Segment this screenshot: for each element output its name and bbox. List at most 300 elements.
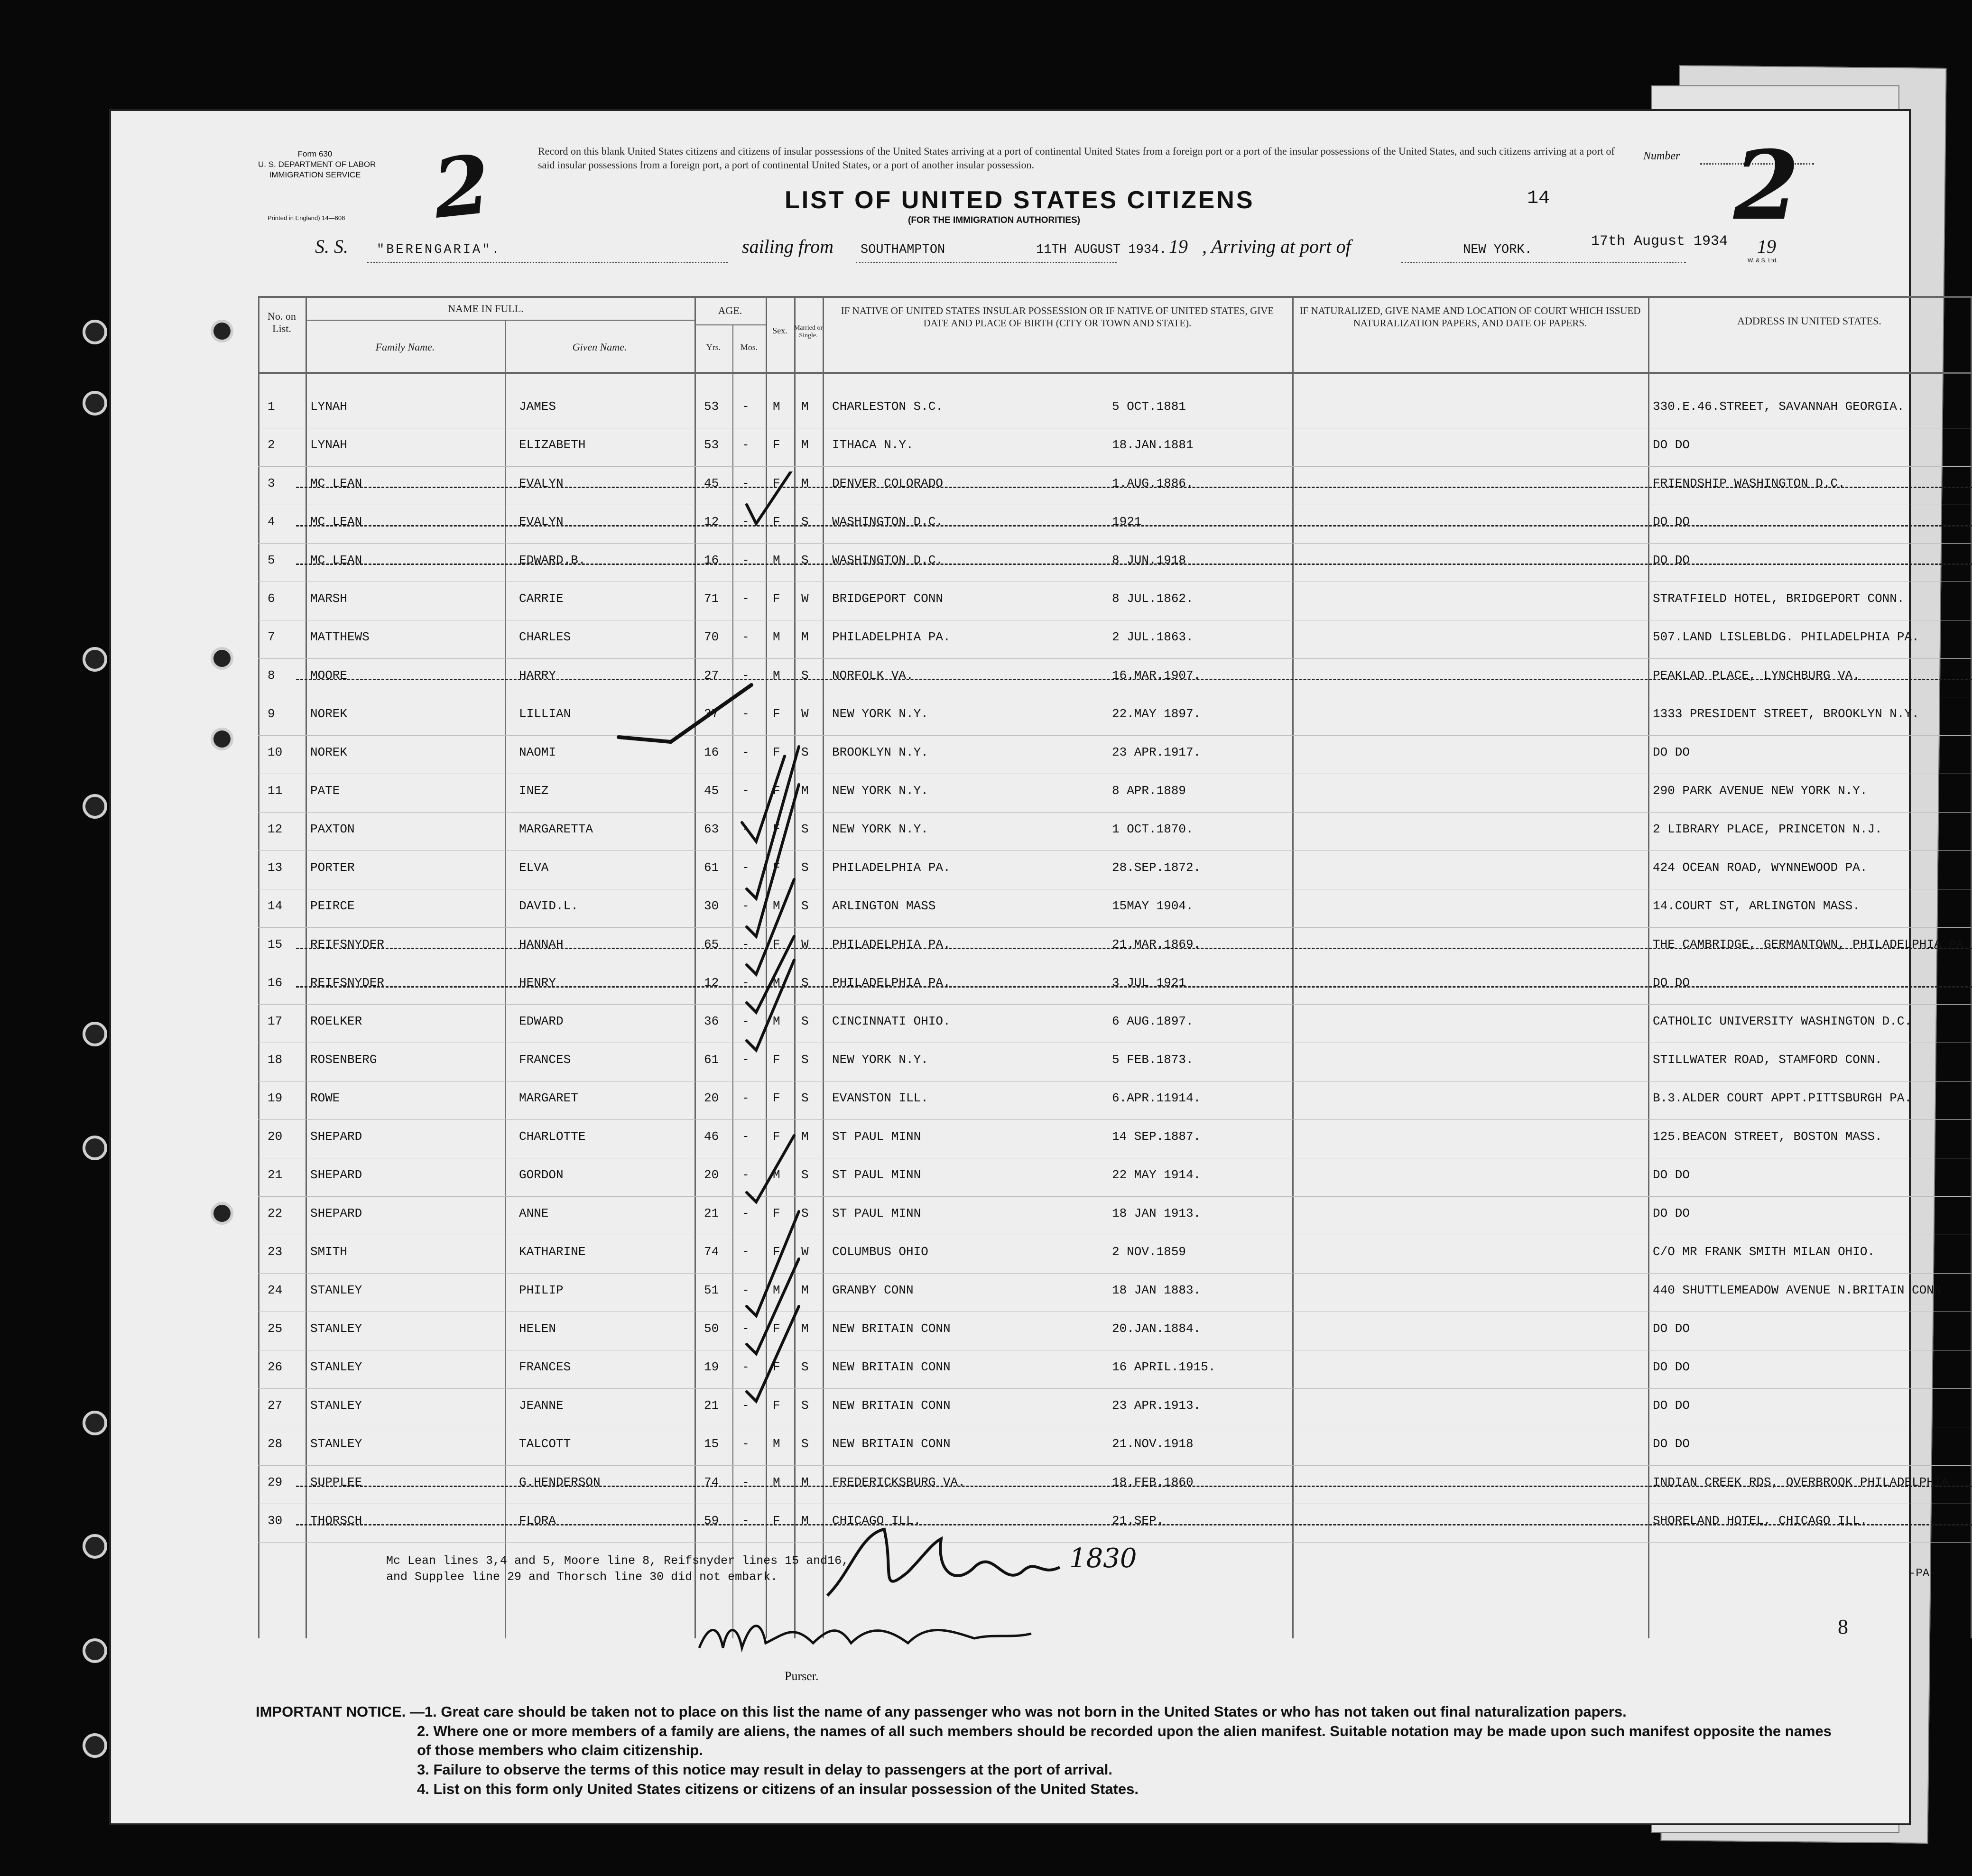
strike-through (296, 564, 1972, 565)
address: DO DO (1653, 1398, 1690, 1413)
sheet-number: 14 (1527, 188, 1550, 209)
address: B.3.ALDER COURT APPT.PITTSBURGH PA. (1653, 1091, 1912, 1105)
age-years: 15 (704, 1437, 719, 1451)
row-number: 27 (268, 1398, 283, 1413)
marital-status: M (801, 438, 809, 452)
birth-date: 2 NOV.1859 (1112, 1245, 1186, 1259)
given-name: EDWARD (519, 1014, 564, 1028)
marital-status: S (801, 1014, 809, 1028)
marital-status: M (801, 1283, 809, 1297)
age-months: - (742, 1129, 750, 1144)
age-months: - (742, 937, 750, 952)
page-number: 8 (1838, 1615, 1848, 1638)
table-row (258, 506, 1971, 544)
marital-status: S (801, 976, 809, 990)
row-number: 1 (268, 399, 275, 414)
birth-date: 14 SEP.1887. (1112, 1129, 1201, 1144)
age-months: - (742, 476, 750, 490)
notice-item-1: —1. Great care should be taken not to place on this list the name of any passenger who was not born in the United States or who has not taken out final naturalization papers. (409, 1703, 1627, 1720)
sex: M (773, 1437, 780, 1451)
row-number: 10 (268, 745, 283, 759)
given-name: FRANCES (519, 1360, 571, 1374)
table-row (258, 1236, 1971, 1274)
row-line (258, 1388, 1971, 1389)
table-row (258, 391, 1971, 429)
given-name: EDWARD.B. (519, 553, 586, 567)
family-name: STANLEY (310, 1322, 362, 1336)
sex: F (773, 1360, 780, 1374)
marital-status: S (801, 1360, 809, 1374)
footnote (386, 1553, 849, 1585)
age-years: 21 (704, 1398, 719, 1413)
birth-date: 8 APR.1889 (1112, 784, 1186, 798)
subheader-line (306, 320, 694, 321)
marital-status: S (801, 1437, 809, 1451)
marital-status: M (801, 784, 809, 798)
row-number: 23 (268, 1245, 283, 1259)
birth-place: CINCINNATI OHIO. (832, 1014, 951, 1028)
table-row (258, 1198, 1971, 1236)
marital-status: S (801, 860, 809, 875)
given-name: INEZ (519, 784, 549, 798)
row-number: 26 (268, 1360, 283, 1374)
birth-date: 22.MAY 1897. (1112, 707, 1201, 721)
sex: M (773, 1475, 780, 1489)
notice-item-4: 4. List on this form only United States citizens or citizens of an insular possession of the United States. (417, 1781, 1139, 1797)
header-family-name: Family Name. (375, 341, 435, 353)
birth-place: ST PAUL MINN (832, 1168, 921, 1182)
sex: F (773, 745, 780, 759)
port-from-line (856, 262, 1117, 263)
given-name: CARRIE (519, 591, 564, 606)
birth-date: 21.MAR.1869. (1112, 937, 1201, 952)
age-years: 50 (704, 1322, 719, 1336)
check-mark-icon (747, 879, 794, 974)
marital-status: M (801, 1514, 809, 1528)
sex: M (773, 1283, 780, 1297)
row-number: 14 (268, 899, 283, 913)
marital-status: S (801, 1091, 809, 1105)
department: U. S. DEPARTMENT OF LABOR (258, 160, 376, 169)
row-number: 29 (268, 1475, 283, 1489)
age-years: 74 (704, 1475, 719, 1489)
birth-place: CHARLESTON S.C. (832, 399, 944, 414)
given-name: JEANNE (519, 1398, 564, 1413)
given-name: PHILIP (519, 1283, 564, 1297)
header-given-name: Given Name. (572, 341, 627, 353)
row-number: 22 (268, 1206, 283, 1220)
given-name: KATHARINE (519, 1245, 586, 1259)
given-name: HARRY (519, 668, 556, 683)
purser-signature (690, 1596, 1069, 1672)
table-row (258, 1121, 1971, 1159)
header-name-in-full: NAME IN FULL. (448, 303, 524, 314)
age-years: 12 (704, 976, 719, 990)
marital-status: W (801, 591, 809, 606)
age-months: - (742, 1053, 750, 1067)
birth-date: 18 JAN 1913. (1112, 1206, 1201, 1220)
birth-place: EVANSTON ILL. (832, 1091, 928, 1105)
row-line (258, 1465, 1971, 1466)
initials-note: 1830 (1069, 1543, 1137, 1574)
table-row (258, 1467, 1971, 1505)
marital-status: S (801, 822, 809, 836)
birth-place: BROOKLYN N.Y. (832, 745, 928, 759)
check-mark-icon (619, 685, 751, 742)
sex: F (773, 515, 780, 529)
age-months: - (742, 1245, 750, 1259)
row-line (258, 1119, 1971, 1120)
age-years: 12 (704, 515, 719, 529)
birth-place: NEW BRITAIN CONN (832, 1360, 951, 1374)
birth-date: 6.APR.11914. (1112, 1091, 1201, 1105)
sex: M (773, 668, 780, 683)
birth-date: 5 OCT.1881 (1112, 399, 1186, 414)
age-months: - (742, 630, 750, 644)
address: DO DO (1653, 1437, 1690, 1451)
table-row (258, 852, 1971, 890)
binder-hole (83, 1411, 107, 1435)
birth-date: 18.FEB.1860 (1112, 1475, 1194, 1489)
family-name: STANLEY (310, 1360, 362, 1374)
row-line (258, 812, 1971, 813)
age-years: 45 (704, 784, 719, 798)
strike-through (296, 948, 1972, 949)
instructions: Record on this blank United States citizens and citizens of insular possessions of the United States arriving at a port of continental United States from a foreign port or a port of the insular possessions of the United States, and such citizens arriving at a port of said insular possessions from a foreign port, a port of continental United States, or a port of another insular possession. (538, 145, 1615, 171)
row-number: 12 (268, 822, 283, 836)
birth-date: 1 OCT.1870. (1112, 822, 1194, 836)
strike-through (296, 1486, 1972, 1487)
address: STILLWATER ROAD, STAMFORD CONN. (1653, 1053, 1882, 1067)
row-number: 16 (268, 976, 283, 990)
table-row (258, 1044, 1971, 1082)
birth-place: DENVER COLORADO (832, 476, 944, 490)
family-name: LYNAH (310, 399, 348, 414)
sex: F (773, 1053, 780, 1067)
age-months: - (742, 553, 750, 567)
sex: F (773, 937, 780, 952)
birth-place: NORFOLK VA. (832, 668, 914, 683)
birth-place: BRIDGEPORT CONN (832, 591, 944, 606)
address: 330.E.46.STREET, SAVANNAH GEORGIA. (1653, 399, 1905, 414)
important-notice (256, 1702, 1845, 1799)
age-months: - (742, 1014, 750, 1028)
family-name: ROELKER (310, 1014, 362, 1028)
address-extra: -PA- (1909, 1567, 1936, 1580)
binder-hole (83, 1136, 107, 1160)
row-line (258, 1273, 1971, 1274)
notice-item-3: 3. Failure to observe the terms of this notice may result in delay to passengers at the port of arrival. (417, 1761, 1113, 1778)
age-months: - (742, 1475, 750, 1489)
marital-status: S (801, 553, 809, 567)
table-row (258, 1390, 1971, 1428)
birth-place: NEW YORK N.Y. (832, 784, 928, 798)
row-number: 3 (268, 476, 275, 490)
birth-date: 5 FEB.1873. (1112, 1053, 1194, 1067)
sex: F (773, 1129, 780, 1144)
marital-status: S (801, 1053, 809, 1067)
birth-date: 1921 (1112, 515, 1142, 529)
given-name: TALCOTT (519, 1437, 571, 1451)
table-row (258, 967, 1971, 1005)
row-number: 18 (268, 1053, 283, 1067)
birth-place: NEW BRITAIN CONN (832, 1437, 951, 1451)
birth-date: 23 APR.1913. (1112, 1398, 1201, 1413)
age-years: 37 (704, 707, 719, 721)
marital-status: S (801, 899, 809, 913)
check-mark-icon (747, 785, 799, 936)
given-name: CHARLOTTE (519, 1129, 586, 1144)
header-birth: IF NATIVE OF UNITED STATES INSULAR POSSESSION OR IF NATIVE OF UNITED STATES, GIVE DATE AND PLACE OF BIRTH (CITY OR TOWN AND STATE). (841, 305, 1274, 329)
given-name: HENRY (519, 976, 556, 990)
age-years: 65 (704, 937, 719, 952)
given-name: ELIZABETH (519, 438, 586, 452)
birth-place: FREDERICKSBURG VA. (832, 1475, 965, 1489)
birth-date: 18.JAN.1881 (1112, 438, 1194, 452)
given-name: ELVA (519, 860, 549, 875)
address: STRATFIELD HOTEL, BRIDGEPORT CONN. (1653, 591, 1905, 606)
sex: M (773, 1014, 780, 1028)
birth-date: 23 APR.1917. (1112, 745, 1201, 759)
marital-status: W (801, 937, 809, 952)
table-row (258, 737, 1971, 775)
birth-place: PHILADELPHIA PA. (832, 976, 951, 990)
family-name: THORSCH (310, 1514, 362, 1528)
age-years: 53 (704, 438, 719, 452)
given-name: FRANCES (519, 1053, 571, 1067)
footnote-line-1: Mc Lean lines 3,4 and 5, Moore line 8, Reifsnyder lines 15 and16, (386, 1554, 849, 1568)
birth-place: CHICAGO ILL. (832, 1514, 921, 1528)
sex: F (773, 476, 780, 490)
marital-status: S (801, 1206, 809, 1220)
address: DO DO (1653, 438, 1690, 452)
sex: M (773, 1168, 780, 1182)
address: 507.LAND LISLEBLDG. PHILADELPHIA PA. (1653, 630, 1919, 644)
table-row (258, 545, 1971, 582)
page-title: LIST OF UNITED STATES CITIZENS (785, 186, 1255, 214)
family-name: LYNAH (310, 438, 348, 452)
table-row (258, 583, 1971, 621)
row-line (258, 543, 1971, 544)
marital-status: M (801, 630, 809, 644)
marital-status: S (801, 745, 809, 759)
sex: F (773, 1206, 780, 1220)
sailing-label: sailing from (742, 236, 833, 257)
marital-status: M (801, 476, 809, 490)
family-name: NOREK (310, 745, 348, 759)
family-name: SHEPARD (310, 1168, 362, 1182)
given-name: EVALYN (519, 515, 564, 529)
row-number: 17 (268, 1014, 283, 1028)
sex: F (773, 822, 780, 836)
birth-place: ST PAUL MINN (832, 1129, 921, 1144)
birth-date: 21.NOV.1918 (1112, 1437, 1194, 1451)
table-row (258, 468, 1971, 506)
age-years: 51 (704, 1283, 719, 1297)
birth-date: 16 APRIL.1915. (1112, 1360, 1216, 1374)
family-name: REIFSNYDER (310, 976, 385, 990)
binder-hole (211, 647, 233, 670)
binder-hole (83, 794, 107, 819)
table-row (258, 1428, 1971, 1466)
table-row (258, 1313, 1971, 1351)
arriving-label: , Arriving at port of (1202, 236, 1351, 257)
check-mark-icon (747, 1211, 799, 1316)
address: 2 LIBRARY PLACE, PRINCETON N.J. (1653, 822, 1882, 836)
binder-hole (83, 320, 107, 344)
row-number: 9 (268, 707, 275, 721)
family-name: STANLEY (310, 1283, 362, 1297)
sex: F (773, 1398, 780, 1413)
number-label: Number (1643, 150, 1680, 162)
family-name: REIFSNYDER (310, 937, 385, 952)
address: C/O MR FRANK SMITH MILAN OHIO. (1653, 1245, 1875, 1259)
row-line (258, 658, 1971, 659)
manifest-page (109, 109, 1964, 1825)
row-number: 28 (268, 1437, 283, 1451)
row-number: 4 (268, 515, 275, 529)
age-months: - (742, 1283, 750, 1297)
birth-place: NEW YORK N.Y. (832, 822, 928, 836)
marital-status: S (801, 668, 809, 683)
table-row (258, 1159, 1971, 1197)
table-row (258, 1082, 1971, 1120)
family-name: MOORE (310, 668, 348, 683)
family-name: SHEPARD (310, 1206, 362, 1220)
row-number: 15 (268, 937, 283, 952)
marital-status: M (801, 399, 809, 414)
sex: F (773, 1245, 780, 1259)
arrive-date: 17th August 1934 (1591, 233, 1728, 250)
check-mark-icon (747, 471, 794, 524)
given-name: HANNAH (519, 937, 564, 952)
address: FRIENDSHIP WASHINGTON D.C. (1653, 476, 1845, 490)
given-name: DAVID.L. (519, 899, 578, 913)
given-name: NAOMI (519, 745, 556, 759)
birth-place: ITHACA N.Y. (832, 438, 914, 452)
table-row (258, 775, 1971, 813)
row-line (258, 1004, 1971, 1005)
age-months: - (742, 1091, 750, 1105)
family-name: PAXTON (310, 822, 355, 836)
row-number: 24 (268, 1283, 283, 1297)
table-border (258, 372, 1971, 374)
given-name: JAMES (519, 399, 556, 414)
address: DO DO (1653, 515, 1690, 529)
age-months: - (742, 784, 750, 798)
age-years: 46 (704, 1129, 719, 1144)
binder-hole (83, 1534, 107, 1559)
row-number: 30 (268, 1514, 283, 1528)
table-row (258, 1006, 1971, 1044)
year-suffix: 19 (1169, 236, 1188, 257)
row-number: 8 (268, 668, 275, 683)
row-number: 2 (268, 438, 275, 452)
given-name: FLORA (519, 1514, 556, 1528)
given-name: ANNE (519, 1206, 549, 1220)
age-years: 36 (704, 1014, 719, 1028)
family-name: MARSH (310, 591, 348, 606)
birth-place: NEW BRITAIN CONN (832, 1398, 951, 1413)
strike-through (296, 679, 1972, 680)
birth-date: 1.AUG.1886. (1112, 476, 1194, 490)
printer-mark: W. & S. Ltd. (1748, 257, 1778, 264)
birth-place: WASHINGTON D.C. (832, 515, 944, 529)
birth-date: 20.JAN.1884. (1112, 1322, 1201, 1336)
family-name: ROWE (310, 1091, 340, 1105)
binder-hole (83, 1733, 107, 1758)
header-age: AGE. (718, 305, 742, 316)
sex: F (773, 707, 780, 721)
ship-line (367, 262, 728, 263)
address: CATHOLIC UNIVERSITY WASHINGTON D.C. (1653, 1014, 1912, 1028)
address: DO DO (1653, 745, 1690, 759)
birth-date: 6 AUG.1897. (1112, 1014, 1194, 1028)
row-number: 11 (268, 784, 283, 798)
sex: F (773, 1091, 780, 1105)
form-number: Form 630 (297, 149, 333, 158)
table-row (258, 890, 1971, 928)
given-name: GORDON (519, 1168, 564, 1182)
row-number: 19 (268, 1091, 283, 1105)
ss-label: S. S. (315, 236, 348, 257)
age-months: - (742, 1322, 750, 1336)
binder-hole (211, 320, 233, 342)
header-naturalized: IF NATURALIZED, GIVE NAME AND LOCATION OF COURT WHICH ISSUED NATURALIZATION PAPERS, AND DATE OF PAPERS. (1299, 305, 1641, 329)
birth-place: PHILADELPHIA PA. (832, 937, 951, 952)
notice-item-2: 2. Where one or more members of a family are aliens, the names of all such members should be recorded upon the alien manifest. Suitable notation may be made upon such manifest opposite the names of those members who claim citizenship. (417, 1723, 1832, 1758)
birth-date: 15MAY 1904. (1112, 899, 1194, 913)
age-months: - (742, 899, 750, 913)
address: INDIAN CREEK RDS, OVERBROOK PHILADELPHIA (1653, 1475, 1949, 1489)
family-name: MC LEAN (310, 553, 362, 567)
sex: M (773, 899, 780, 913)
age-years: 71 (704, 591, 719, 606)
subheader-line (694, 324, 766, 325)
table-row (258, 429, 1971, 467)
given-name: MARGARETTA (519, 822, 593, 836)
table-row (258, 698, 1971, 736)
age-months: - (742, 1360, 750, 1374)
header-sex: Sex. (772, 326, 787, 335)
port-to-line (1401, 262, 1686, 263)
service: IMMIGRATION SERVICE (269, 170, 361, 179)
age-months: - (742, 515, 750, 529)
sex: M (773, 399, 780, 414)
age-months: - (742, 591, 750, 606)
sex: F (773, 1322, 780, 1336)
age-months: - (742, 1206, 750, 1220)
family-name: MC LEAN (310, 515, 362, 529)
address: 440 SHUTTLEMEADOW AVENUE N.BRITAIN CONN (1653, 1283, 1942, 1297)
row-line (258, 1196, 1971, 1197)
given-name: HELEN (519, 1322, 556, 1336)
check-mark-icon (747, 1136, 794, 1202)
birth-date: 8 JUN.1918 (1112, 553, 1186, 567)
birth-date: 22 MAY 1914. (1112, 1168, 1201, 1182)
age-years: 16 (704, 745, 719, 759)
sex: M (773, 976, 780, 990)
age-years: 59 (704, 1514, 719, 1528)
age-months: - (742, 399, 750, 414)
strike-through (296, 525, 1972, 527)
binder-hole (211, 1202, 233, 1225)
family-name: PATE (310, 784, 340, 798)
binder-hole (83, 647, 107, 672)
given-name: EVALYN (519, 476, 564, 490)
header-mos: Mos. (740, 342, 758, 352)
family-name: NOREK (310, 707, 348, 721)
